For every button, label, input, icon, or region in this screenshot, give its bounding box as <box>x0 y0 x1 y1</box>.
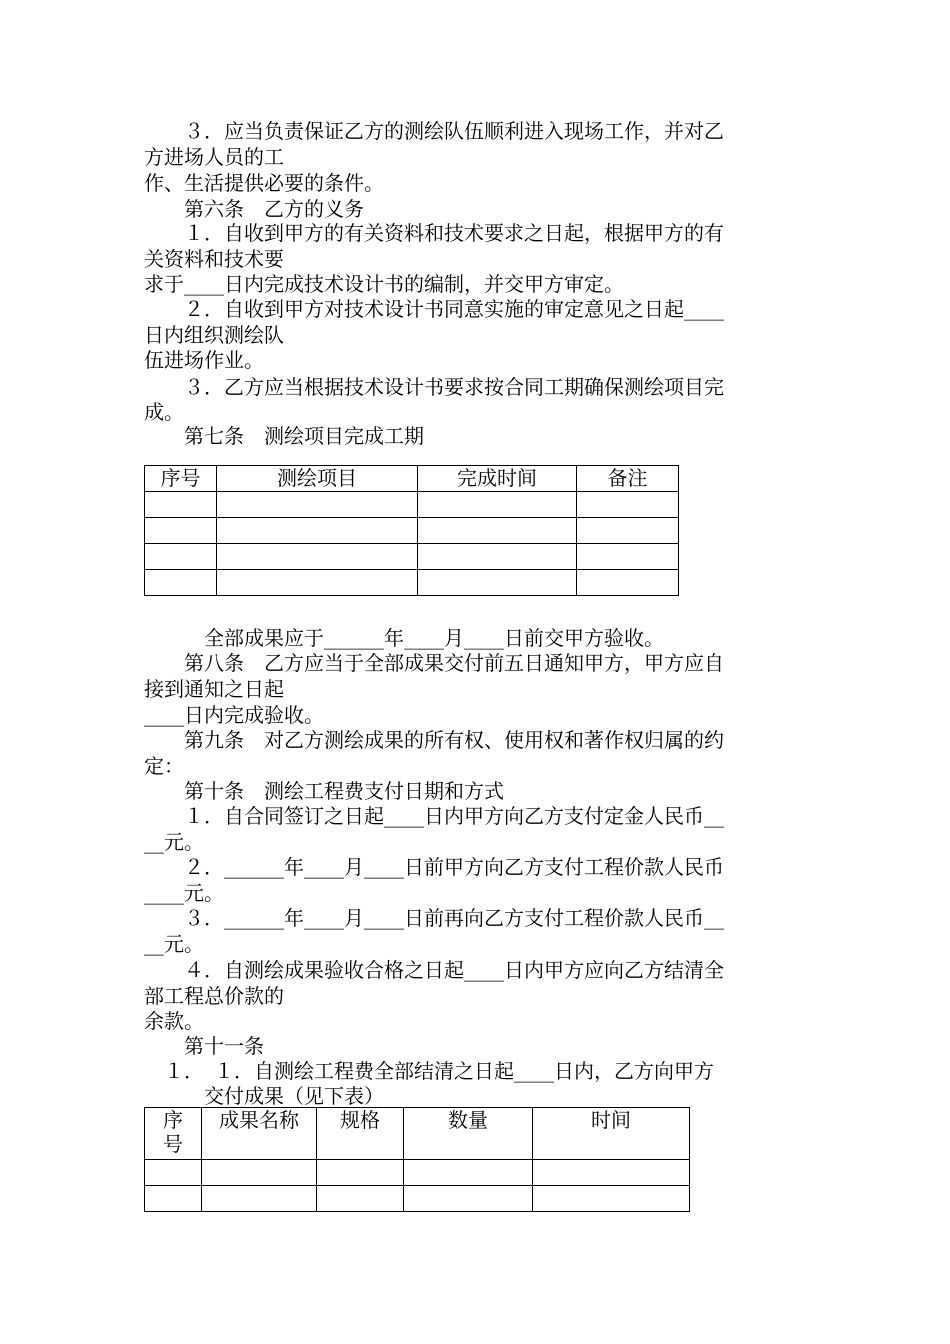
table-header-cell: 完成时间 <box>418 466 577 492</box>
table-row <box>145 1186 690 1212</box>
table-cell <box>418 544 577 570</box>
table-cell <box>217 544 418 570</box>
table-cell <box>145 1186 202 1212</box>
table-cell <box>145 570 217 596</box>
table-cell <box>404 1186 533 1212</box>
table-cell <box>145 518 217 544</box>
text-line: 关资料和技术要 <box>144 247 284 271</box>
text-line: 求于____日内完成技术设计书的编制，并交甲方审定。 <box>144 272 624 296</box>
table-cell <box>217 570 418 596</box>
deliverables-table <box>144 1107 690 1212</box>
table-row <box>145 570 679 596</box>
section-heading: 第十条 测绘工程费支付日期和方式 <box>144 779 504 803</box>
table-header-cell: 规格 <box>317 1108 404 1160</box>
section-heading: 第七条 测绘项目完成工期 <box>144 424 424 448</box>
text-line: ２．自收到甲方对技术设计书同意实施的审定意见之日起____ <box>144 297 724 321</box>
table-cell <box>577 518 679 544</box>
text-line: 成。 <box>144 400 184 424</box>
table-row <box>145 518 679 544</box>
text-line: 全部成果应于______年____月____日前交甲方验收。 <box>144 626 664 650</box>
table-cell <box>418 570 577 596</box>
table-cell <box>577 544 679 570</box>
table-cell <box>145 492 217 518</box>
text-line: ____日内完成验收。 <box>144 703 324 727</box>
table-cell <box>418 518 577 544</box>
table-header-cell: 备注 <box>577 466 679 492</box>
table-cell <box>202 1160 317 1186</box>
table-header-cell: 序 号 <box>145 1108 202 1160</box>
table-cell <box>145 1160 202 1186</box>
text-line: 方进场人员的工 <box>144 145 284 169</box>
table-cell <box>217 518 418 544</box>
text-line: __元。 <box>144 932 204 956</box>
text-line: 部工程总价款的 <box>144 984 284 1008</box>
table-cell <box>577 570 679 596</box>
table-cell <box>404 1160 533 1186</box>
table-cell <box>533 1160 690 1186</box>
section-heading: 第十一条 <box>144 1034 264 1058</box>
text-line: 作、生活提供必要的条件。 <box>144 171 384 195</box>
text-line: ２．______年____月____日前甲方向乙方支付工程价款人民币 <box>144 855 724 879</box>
table-cell <box>418 492 577 518</box>
text-line: ____元。 <box>144 881 224 905</box>
table-cell <box>577 492 679 518</box>
text-line: 接到通知之日起 <box>144 677 284 701</box>
text-line: 定： <box>144 754 184 778</box>
table-cell <box>533 1186 690 1212</box>
text-line: 交付成果（见下表） <box>144 1084 384 1108</box>
text-line: ３．应当负责保证乙方的测绘队伍顺利进入现场工作，并对乙 <box>144 119 724 143</box>
table-cell <box>217 492 418 518</box>
text-line: １．自合同签订之日起____日内甲方向乙方支付定金人民币__ <box>144 804 724 828</box>
text-line: １．自收到甲方的有关资料和技术要求之日起，根据甲方的有 <box>144 221 724 245</box>
text-line: ３．______年____月____日前再向乙方支付工程价款人民币__ <box>144 906 724 930</box>
text-line: １． １．自测绘工程费全部结清之日起____日内，乙方向甲方 <box>144 1059 714 1083</box>
table-row <box>145 492 679 518</box>
schedule-table <box>144 465 679 596</box>
text-line: ３．乙方应当根据技术设计书要求按合同工期确保测绘项目完 <box>144 375 724 399</box>
section-heading: 第六条 乙方的义务 <box>144 197 364 221</box>
text-line: 伍进场作业。 <box>144 348 264 372</box>
table-header-cell: 时间 <box>533 1108 690 1160</box>
table-header-cell: 测绘项目 <box>217 466 418 492</box>
text-line: 日内组织测绘队 <box>144 323 284 347</box>
section-heading: 第九条 对乙方测绘成果的所有权、使用权和著作权归属的约 <box>144 728 724 752</box>
section-heading: 第八条 乙方应当于全部成果交付前五日通知甲方，甲方应自 <box>144 651 724 675</box>
table-row <box>145 544 679 570</box>
table-cell <box>317 1186 404 1212</box>
table-header-cell: 序号 <box>145 466 217 492</box>
table-row <box>145 1160 690 1186</box>
table-header-cell: 成果名称 <box>202 1108 317 1160</box>
text-line: __元。 <box>144 830 204 854</box>
table-cell <box>317 1160 404 1186</box>
table-header-cell: 数量 <box>404 1108 533 1160</box>
text-line: ４．自测绘成果验收合格之日起____日内甲方应向乙方结清全 <box>144 958 724 982</box>
text-line: 余款。 <box>144 1009 204 1033</box>
table-cell <box>202 1186 317 1212</box>
table-cell <box>145 544 217 570</box>
